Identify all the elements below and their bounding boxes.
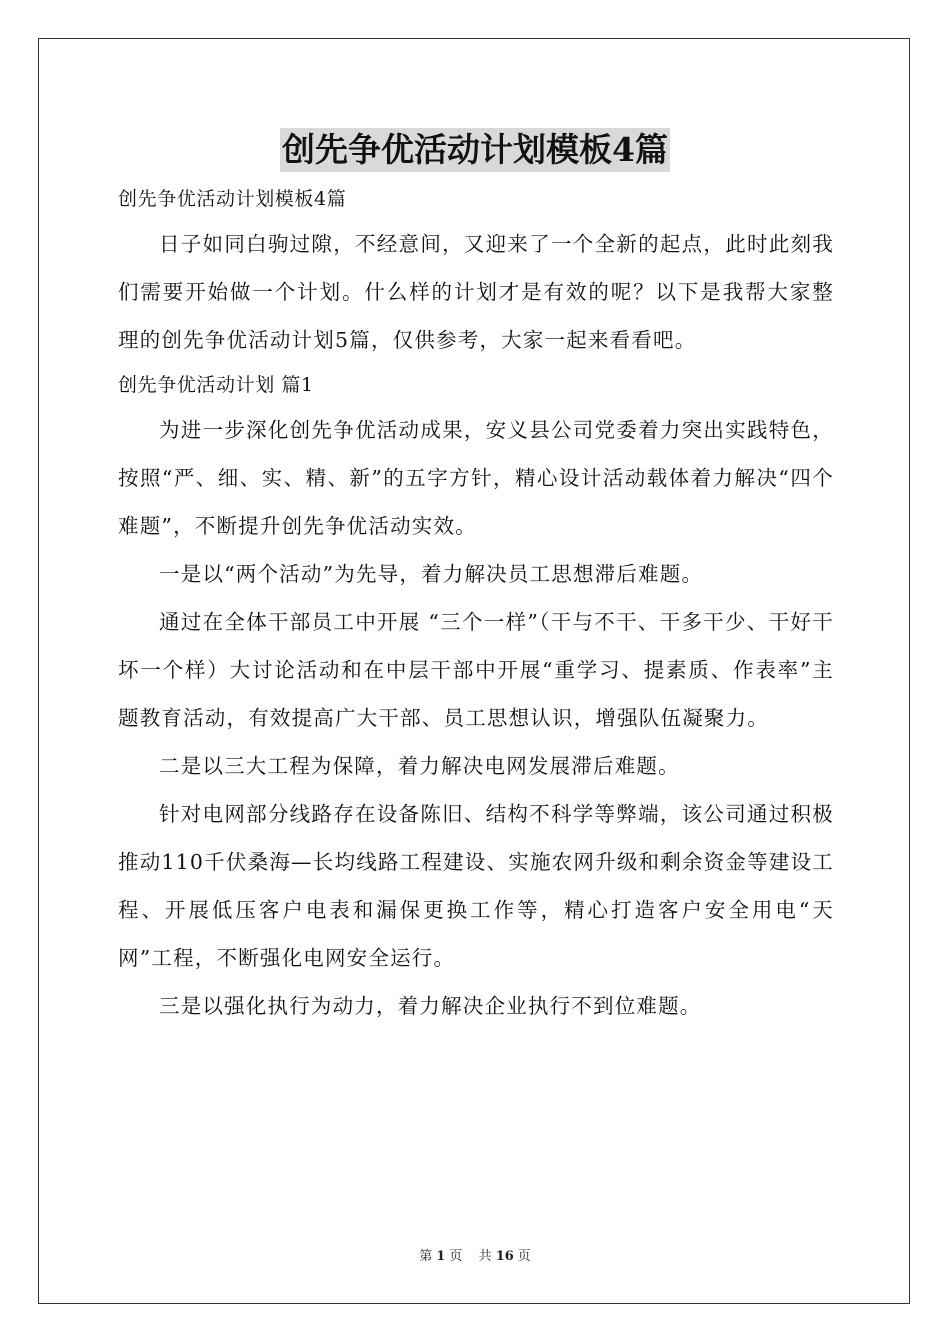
body-paragraph: 三是以强化执行为动力，着力解决企业执行不到位难题。 (159, 994, 702, 1018)
total-suffix: 页 (517, 1249, 531, 1264)
body-paragraph: 针对电网部分线路存在设备陈旧、结构不科学等弊端，该公司通过积极推动110千伏桑海—长均线路工程建设、实施农网升级和剩余资金等建设工程、开展低压客户电表和漏保更换工作等，精心打造客户安全用电“天网”工程，不断强化电网安全运行。 (118, 802, 834, 970)
body-paragraph: 为进一步深化创先争优活动成果，安义县公司党委着力突出实践特色，按照“严、细、实、精、新”的五字方针，精心设计活动载体着力解决“四个难题”，不断提升创先争优活动实效。 (118, 418, 834, 538)
page-suffix: 页 (449, 1249, 463, 1264)
page-prefix: 第 (419, 1249, 433, 1264)
title-container (0, 128, 950, 172)
total-page-count: 16 (495, 1249, 514, 1264)
body-paragraph: 通过在全体干部员工中开展 “三个一样”（干与不干、干多干少、干好干坏一个样）大讨论活动和在中层干部中开展“重学习、提素质、作表率”主题教育活动，有效提高广大干部、员工思想认识，增强队伍凝聚力。 (118, 610, 834, 730)
document-title: 创先争优活动计划模板4篇 (280, 128, 670, 172)
section-heading: 创先争优活动计划 篇1 (118, 374, 314, 396)
current-page-number: 1 (436, 1249, 446, 1264)
document-body (118, 178, 834, 1030)
total-prefix: 共 (478, 1249, 492, 1264)
body-paragraph: 二是以三大工程为保障，着力解决电网发展滞后难题。 (159, 754, 680, 778)
body-paragraph: 一是以“两个活动”为先导，着力解决员工思想滞后难题。 (159, 562, 704, 586)
document-subtitle: 创先争优活动计划模板4篇 (118, 188, 347, 210)
page-footer (0, 1248, 950, 1266)
intro-paragraph: 日子如同白驹过隙，不经意间，又迎来了一个全新的起点，此时此刻我们需要开始做一个计划。什么样的计划才是有效的呢？以下是我帮大家整理的创先争优活动计划5篇，仅供参考，大家一起来看看吧。 (118, 232, 834, 352)
